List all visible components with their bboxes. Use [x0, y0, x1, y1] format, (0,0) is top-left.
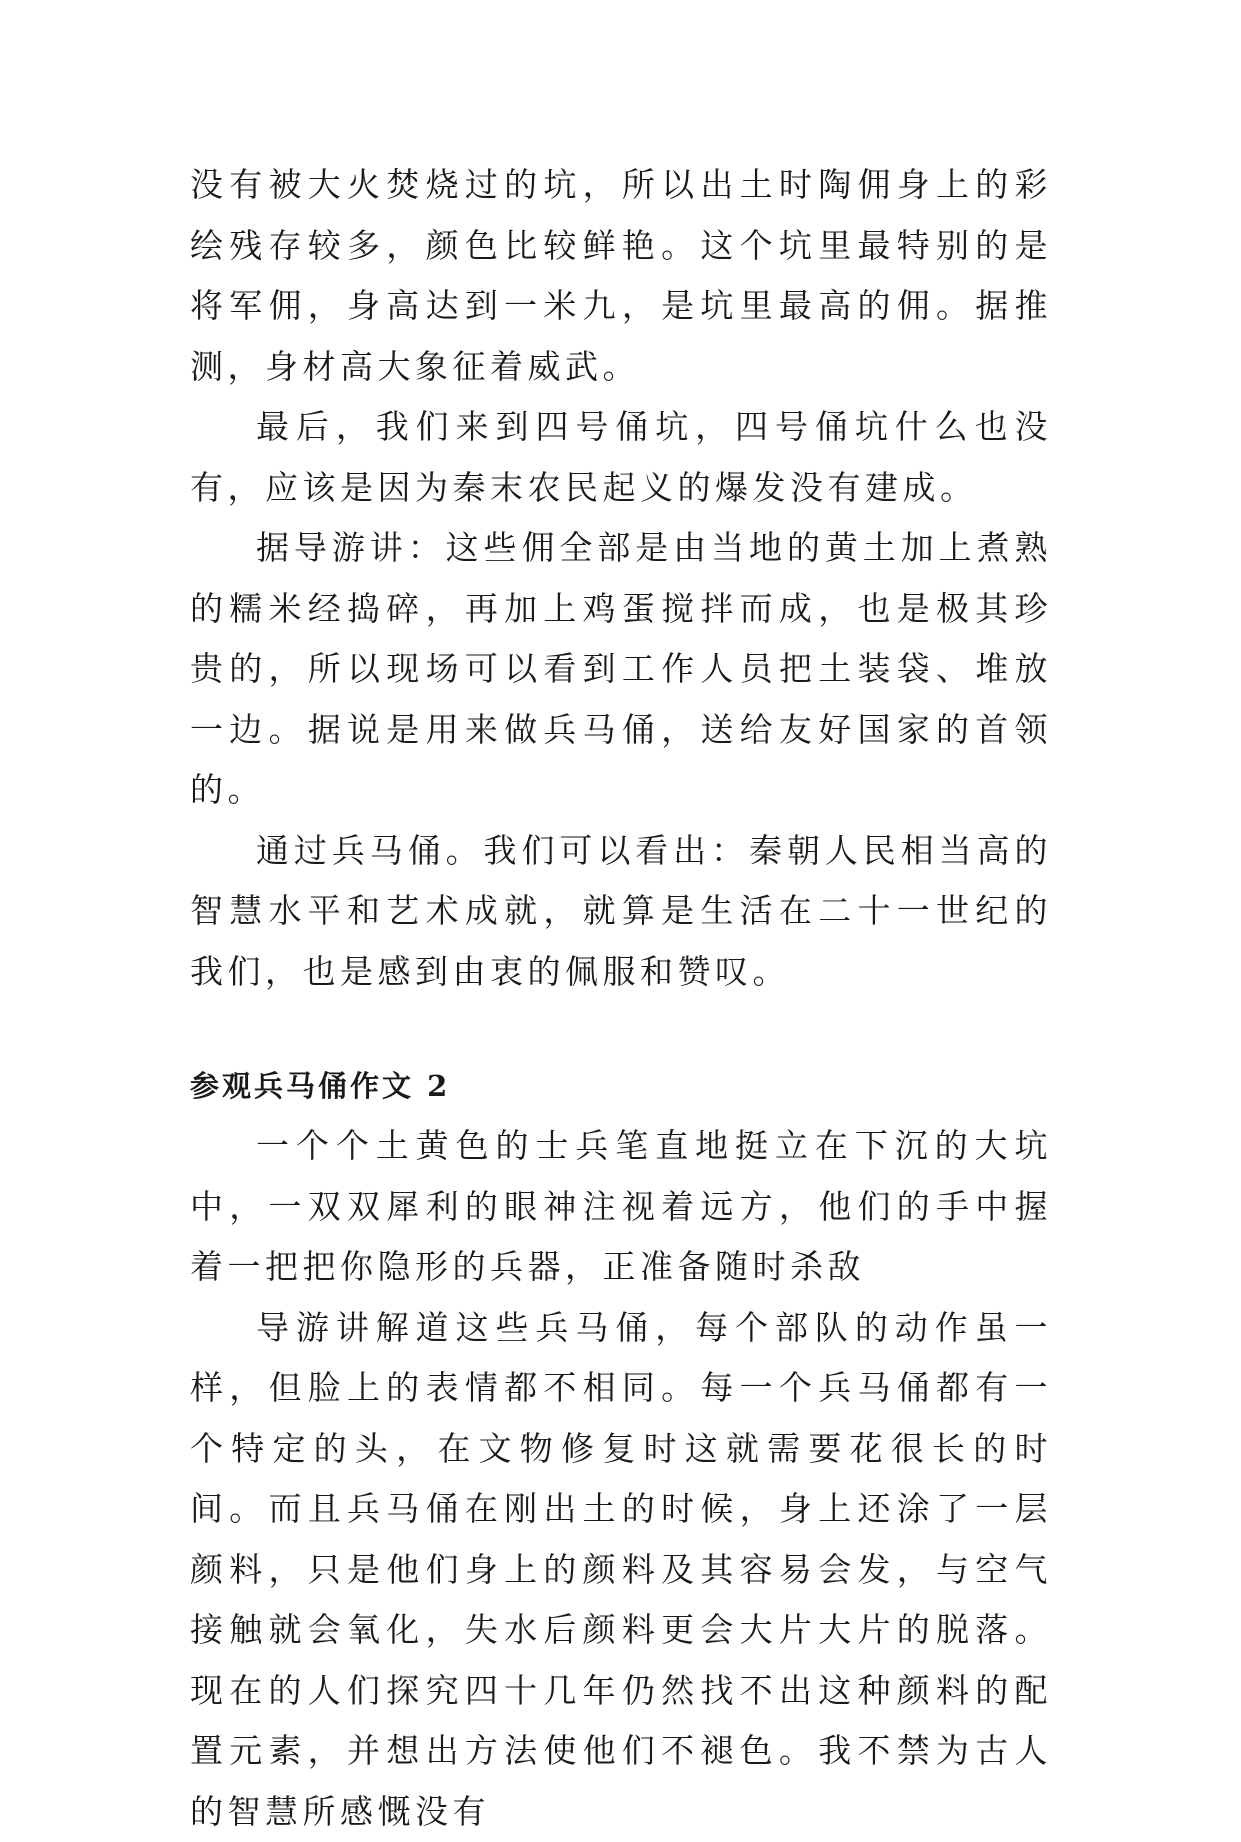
paragraph: 没有被大火焚烧过的坑，所以出土时陶佣身上的彩绘残存较多，颜色比较鲜艳。这个坑里最特别的是将军佣，身高达到一米九，是坑里最高的佣。据推测，身材高大象征着威武。: [190, 155, 1052, 397]
document-page: [190, 155, 1052, 1842]
paragraph: 通过兵马俑。我们可以看出：秦朝人民相当高的智慧水平和艺术成就，就算是生活在二十一世纪的我们，也是感到由衷的佩服和赞叹。: [190, 821, 1052, 1003]
paragraph: 一个个土黄色的士兵笔直地挺立在下沉的大坑中，一双双犀利的眼神注视着远方，他们的手中握着一把把你隐形的兵器，正准备随时杀敌: [190, 1116, 1052, 1298]
section-heading: 参观兵马俑作文 2: [190, 1056, 1052, 1116]
paragraph: 导游讲解道这些兵马俑，每个部队的动作虽一样，但脸上的表情都不相同。每一个兵马俑都有一个特定的头，在文物修复时这就需要花很长的时间。而且兵马俑在刚出土的时候，身上还涂了一层颜料，只是他们身上的颜料及其容易会发，与空气接触就会氧化，失水后颜料更会大片大片的脱落。现在的人们探究四十几年仍然找不出这种颜料的配置元素，并想出方法使他们不褪色。我不禁为古人的智慧所感慨没有: [190, 1298, 1052, 1842]
paragraph: 据导游讲：这些佣全部是由当地的黄土加上煮熟的糯米经捣碎，再加上鸡蛋搅拌而成，也是极其珍贵的，所以现场可以看到工作人员把土装袋、堆放一边。据说是用来做兵马俑，送给友好国家的首领的。: [190, 518, 1052, 821]
paragraph: 最后，我们来到四号俑坑，四号俑坑什么也没有，应该是因为秦末农民起义的爆发没有建成。: [190, 397, 1052, 518]
